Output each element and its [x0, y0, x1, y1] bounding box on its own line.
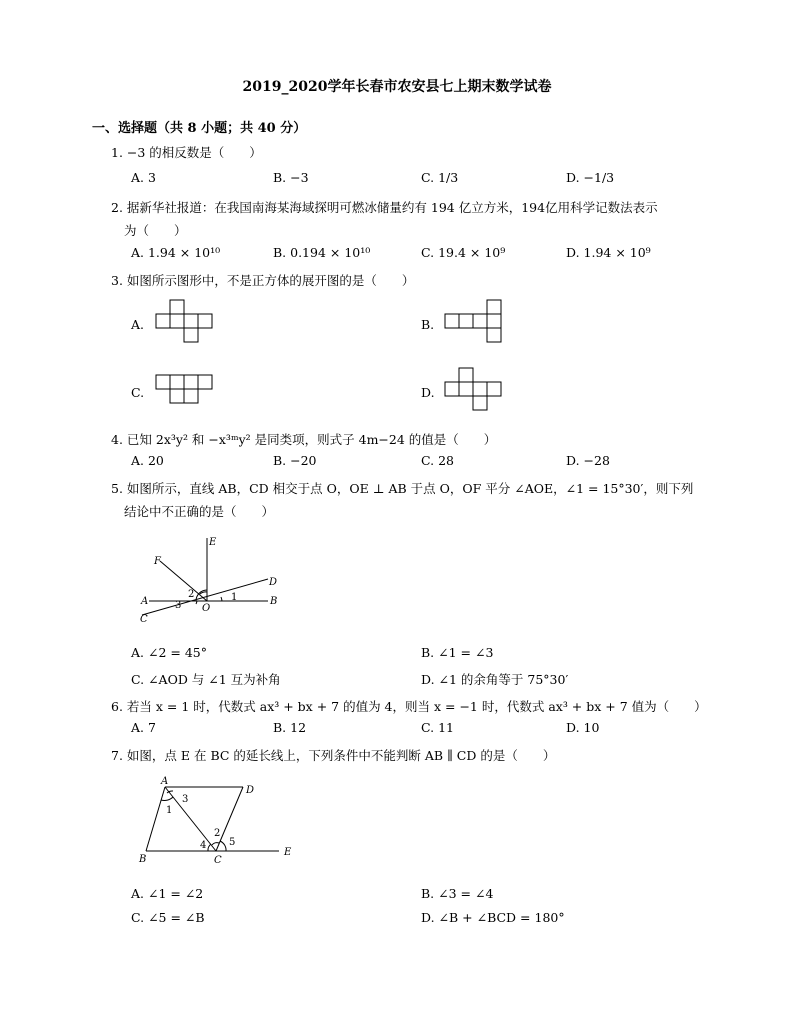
q7-stem: 7. 如图，点 E 在 BC 的延长线上，下列条件中不能判断 AB ∥ CD 的是（ ） — [111, 748, 556, 763]
q4-option-a: A. 20 — [131, 453, 164, 468]
q5-option-d: D. ∠1 的余角等于 75°30′ — [421, 672, 569, 687]
label-f: F — [154, 556, 161, 567]
label-b: B — [270, 596, 278, 607]
q6-option-b: B. 12 — [273, 720, 307, 735]
page-title: 2019_2020学年长春市农安县七上期末数学试卷 — [242, 79, 552, 95]
q3-stem: 3. 如图所示图形中，不是正方体的展开图的是（ ） — [111, 273, 415, 288]
q2-option-c: C. 19.4 × 10⁹ — [421, 245, 506, 260]
q6-stem: 6. 若当 x = 1 时，代数式 ax³ + bx + 7 的值为 4，则当 x = −1 时，代数式 ax³ + bx + 7 值为（ ） — [111, 699, 707, 714]
q2-option-a: A. 1.94 × 10¹⁰ — [131, 245, 221, 260]
label-a: A — [141, 596, 149, 607]
q2-option-d: D. 1.94 × 10⁹ — [566, 245, 651, 260]
q3-option-d: D. — [421, 385, 435, 400]
cube-net-c-figure — [156, 375, 216, 409]
label-angle-3: 3 — [182, 794, 189, 805]
q1-option-a: A. 3 — [131, 170, 156, 185]
q7-option-a: A. ∠1 = ∠2 — [131, 886, 204, 901]
q7-option-b: B. ∠3 = ∠4 — [421, 886, 494, 901]
segment-ac — [165, 787, 216, 851]
label-b: B — [139, 854, 147, 865]
label-angle-5: 5 — [229, 837, 236, 848]
q5-option-a: A. ∠2 = 45° — [131, 645, 207, 660]
label-e: E — [209, 537, 217, 548]
cube-net-b-figure — [445, 300, 505, 346]
label-d: D — [246, 785, 255, 796]
q5-stem-line2: 结论中不正确的是（ ） — [124, 504, 275, 519]
label-e: E — [284, 847, 292, 858]
label-a: A — [161, 776, 169, 787]
segment-ab — [146, 787, 165, 851]
q1-option-d: D. −1/3 — [566, 170, 615, 185]
q5-stem-line1: 5. 如图所示，直线 AB，CD 相交于点 O，OE ⊥ AB 于点 O，OF 平分 ∠AOE，∠1 = 15°30′，则下列 — [111, 481, 694, 496]
q4-option-d: D. −28 — [566, 453, 610, 468]
q2-stem-line2: 为（ ） — [124, 223, 187, 238]
q4-option-c: C. 28 — [421, 453, 454, 468]
q1-option-c: C. 1/3 — [421, 170, 459, 185]
label-angle-3: 3 — [175, 600, 182, 611]
q6-option-d: D. 10 — [566, 720, 600, 735]
q4-option-b: B. −20 — [273, 453, 317, 468]
q2-option-b: B. 0.194 × 10¹⁰ — [273, 245, 371, 260]
q3-option-c: C. — [131, 385, 145, 400]
q7-parallelogram-figure — [134, 775, 304, 870]
q4-stem: 4. 已知 2x³y² 和 −x³ᵐy² 是同类项，则式子 4m−24 的值是（ ） — [111, 432, 497, 447]
q7-option-d: D. ∠B + ∠BCD = 180° — [421, 910, 565, 925]
label-c: C — [214, 855, 222, 866]
q2-stem-line1: 2. 据新华社报道：在我国南海某海域探明可燃冰储量约有 194 亿立方米，194亿用科学记数法表示 — [111, 200, 658, 215]
q7-option-c: C. ∠5 = ∠B — [131, 910, 205, 925]
label-angle-2: 2 — [214, 828, 221, 839]
label-angle-4: 4 — [200, 840, 207, 851]
section-heading: 一、选择题（共 8 小题；共 40 分） — [92, 121, 307, 136]
q5-angle-figure — [134, 533, 294, 633]
q5-option-b: B. ∠1 = ∠3 — [421, 645, 494, 660]
q6-option-a: A. 7 — [131, 720, 156, 735]
label-c: C — [140, 614, 148, 625]
q3-option-a: A. — [131, 317, 145, 332]
cube-net-a-figure — [156, 300, 216, 346]
label-d: D — [269, 577, 278, 588]
cube-net-d-figure — [445, 368, 505, 414]
label-angle-2: 2 — [188, 589, 195, 600]
label-angle-1: 1 — [231, 592, 238, 603]
q6-option-c: C. 11 — [421, 720, 454, 735]
q3-option-b: B. — [421, 317, 435, 332]
ray-of — [160, 561, 207, 601]
label-angle-1: 1 — [166, 805, 173, 816]
label-o: O — [202, 603, 211, 614]
q1-option-b: B. −3 — [273, 170, 309, 185]
q5-option-c: C. ∠AOD 与 ∠1 互为补角 — [131, 672, 281, 687]
q1-stem: 1. −3 的相反数是（ ） — [111, 145, 262, 160]
